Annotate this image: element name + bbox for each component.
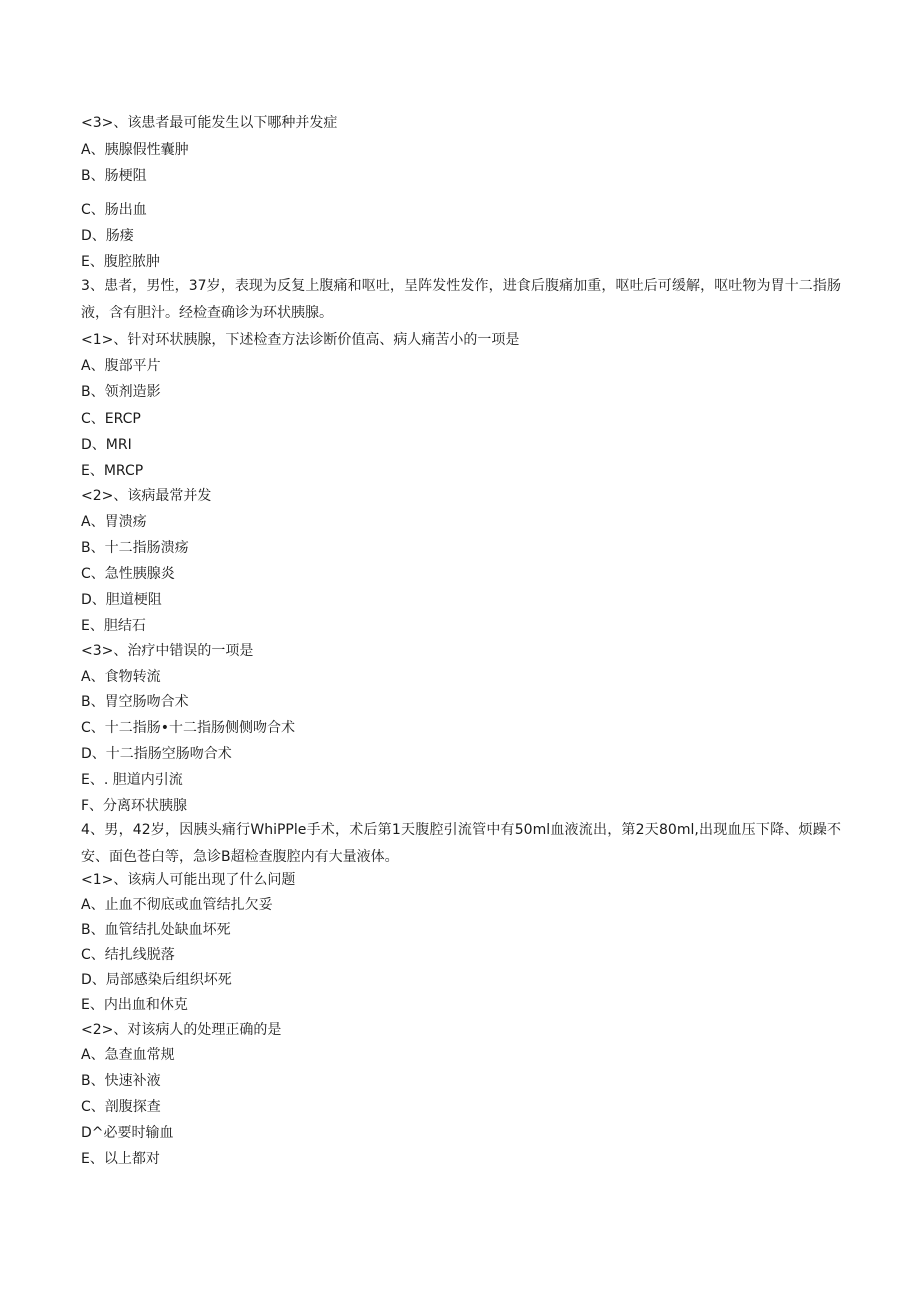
option-c: C、剖腹探查 [81, 1099, 161, 1115]
option-a: A、急查血常规 [81, 1047, 175, 1063]
option-b: B、领剂造影 [81, 384, 161, 400]
question-text: <3>、治疗中错误的一项是 [81, 643, 254, 659]
option-e: E、胆结石 [81, 618, 146, 634]
option-d: D、胆道梗阻 [81, 592, 162, 608]
option-d: D、肠瘘 [81, 228, 134, 244]
option-d: D、十二指肠空肠吻合术 [81, 746, 232, 762]
option-d: D^必要时输血 [81, 1125, 174, 1141]
option-c: C、十二指肠•十二指肠侧侧吻合术 [81, 720, 296, 736]
option-e: E、. 胆道内引流 [81, 772, 183, 788]
option-a: A、腹部平片 [81, 358, 161, 374]
option-b: B、肠梗阻 [81, 168, 147, 184]
option-a: A、止血不彻底或血管结扎欠妥 [81, 897, 273, 913]
option-a: A、胃溃疡 [81, 514, 147, 530]
case-4-stem: 4、男，42岁，因胰头痛行WhiPPle手术，术后第1天腹腔引流管中有50ml血液流出，第2天80ml,出现血压下降、烦躁不安、面色苍白等，急诊B超检查腹腔内有大量液体。 [81, 822, 841, 865]
question-text: <1>、该病人可能出现了什么问题 [81, 872, 296, 888]
option-c: C、肠出血 [81, 202, 147, 218]
option-a: A、食物转流 [81, 669, 161, 685]
option-b: B、十二指肠溃疡 [81, 540, 189, 556]
question-text: <1>、针对环状胰腺，下述检查方法诊断价值高、病人痛苦小的一项是 [81, 332, 520, 348]
case-3-stem: 3、患者，男性，37岁，表现为反复上腹痛和呕吐，呈阵发性发作，进食后腹痛加重，呕吐后可缓解，呕吐物为胃十二指肠液，含有胆汁。经检查确诊为环状胰腺。 [81, 278, 841, 321]
question-text: <2>、该病最常并发 [81, 488, 212, 504]
option-a: A、胰腺假性囊肿 [81, 142, 189, 158]
option-c: C、结扎线脱落 [81, 947, 175, 963]
option-b: B、血管结扎处缺血坏死 [81, 922, 231, 938]
question-text: <2>、对该病人的处理正确的是 [81, 1022, 282, 1038]
option-e: E、内出血和休克 [81, 997, 188, 1013]
option-e: E、腹腔脓肿 [81, 254, 160, 270]
option-c: C、ERCP [81, 411, 141, 427]
option-b: B、胃空肠吻合术 [81, 694, 189, 710]
option-f: F、分离环状胰腺 [81, 798, 188, 814]
question-text: <3>、该患者最可能发生以下哪种并发症 [81, 115, 338, 131]
option-e: E、MRCP [81, 463, 144, 479]
option-c: C、急性胰腺炎 [81, 566, 175, 582]
option-e: E、以上都对 [81, 1151, 160, 1167]
option-d: D、MRI [81, 437, 132, 453]
option-b: B、快速补液 [81, 1073, 161, 1089]
option-d: D、局部感染后组织坏死 [81, 972, 232, 988]
